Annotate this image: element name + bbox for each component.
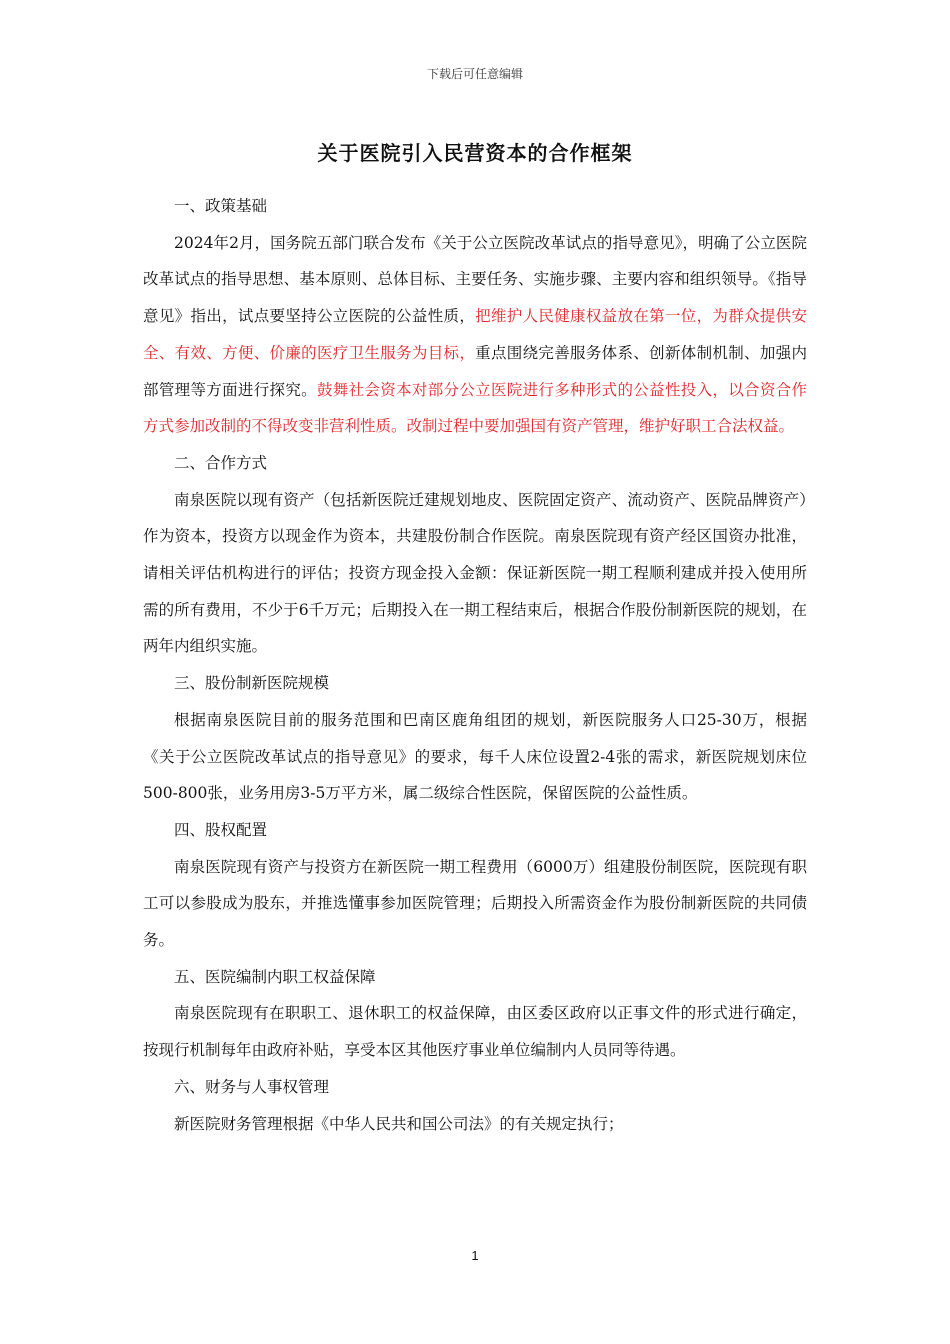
paragraph-finance-hr: 新医院财务管理根据《中华人民共和国公司法》的有关规定执行； <box>174 1114 624 1133</box>
document-title: 关于医院引入民营资本的合作框架 <box>317 141 633 165</box>
section-heading-cooperation-mode: 二、合作方式 <box>174 453 268 472</box>
section-heading-finance-hr: 六、财务与人事权管理 <box>174 1077 330 1096</box>
paragraph-policy-basis <box>143 225 807 445</box>
highlighted-text-run: 鼓舞社会资本对部分公立医院进行多种形式的公益性投入，以合资合作方式参加改制的不得改变非营利性质。改制过程中要加强国有资产管理，维护好职工合法权益。 <box>143 380 807 436</box>
paragraph-equity: 南泉医院现有资产与投资方在新医院一期工程费用（6000万）组建股份制医院，医院现有职工可以参股成为股东，并推选懂事参加医院管理；后期投入所需资金作为股份制新医院的共同债务。 <box>143 857 807 950</box>
paragraph-cooperation-mode: 南泉医院以现有资产（包括新医院迁建规划地皮、医院固定资产、流动资产、医院品牌资产）作为资本，投资方以现金作为资本，共建股份制合作医院。南泉医院现有资产经区国资办批准，请相关评估机构进行的评估；投资方现金投入金额：保证新医院一期工程顺利建成并投入使用所需的所有费用，不少于6千万元；后期投入在一期工程结束后，根据合作股份制新医院的规划，在两年内组织实施。 <box>143 490 807 656</box>
section-heading-hospital-scale: 三、股份制新医院规模 <box>174 674 330 693</box>
section-heading-staff-rights: 五、医院编制内职工权益保障 <box>174 967 376 986</box>
paragraph-hospital-scale: 根据南泉医院目前的服务范围和巴南区鹿角组团的规划，新医院服务人口25-30万，根据《关于公立医院改革试点的指导意见》的要求，每千人床位设置2-4张的需求，新医院规划床位500-800张，业务用房3-5万平方米，属二级综合性医院，保留医院的公益性质。 <box>143 710 807 803</box>
highlighted-text-run: 把维护人民健康权益放在第一位，为群众提供安全、有效、方便、价廉的医疗卫生服务为目标， <box>143 307 807 362</box>
paragraph-staff-rights: 南泉医院现有在职职工、退休职工的权益保障，由区委区政府以正事文件的形式进行确定，按现行机制每年由政府补贴，享受本区其他医疗事业单位编制内人员同等待遇。 <box>143 1004 807 1060</box>
text-run: 2024年2月，国务院五部门联合发布《关于公立医院改革试点的指导意见》，明确了公立医院改革试点的指导思想、基本原则、总体目标、主要任务、实施步骤、主要内容和组织领导。《指导意见》指出，试点要坚持公立医院的公益性质， <box>143 233 807 326</box>
page-header: 下载后可任意编辑 <box>426 67 523 81</box>
text-run: 重点围绕完善服务体系、创新体制机制、加强内部管理等方面进行探究。 <box>143 343 807 399</box>
section-heading-equity: 四、股权配置 <box>174 820 268 839</box>
page-number: 1 <box>471 1248 479 1263</box>
document-body <box>143 188 807 1142</box>
section-heading-policy-basis: 一、政策基础 <box>174 197 268 215</box>
